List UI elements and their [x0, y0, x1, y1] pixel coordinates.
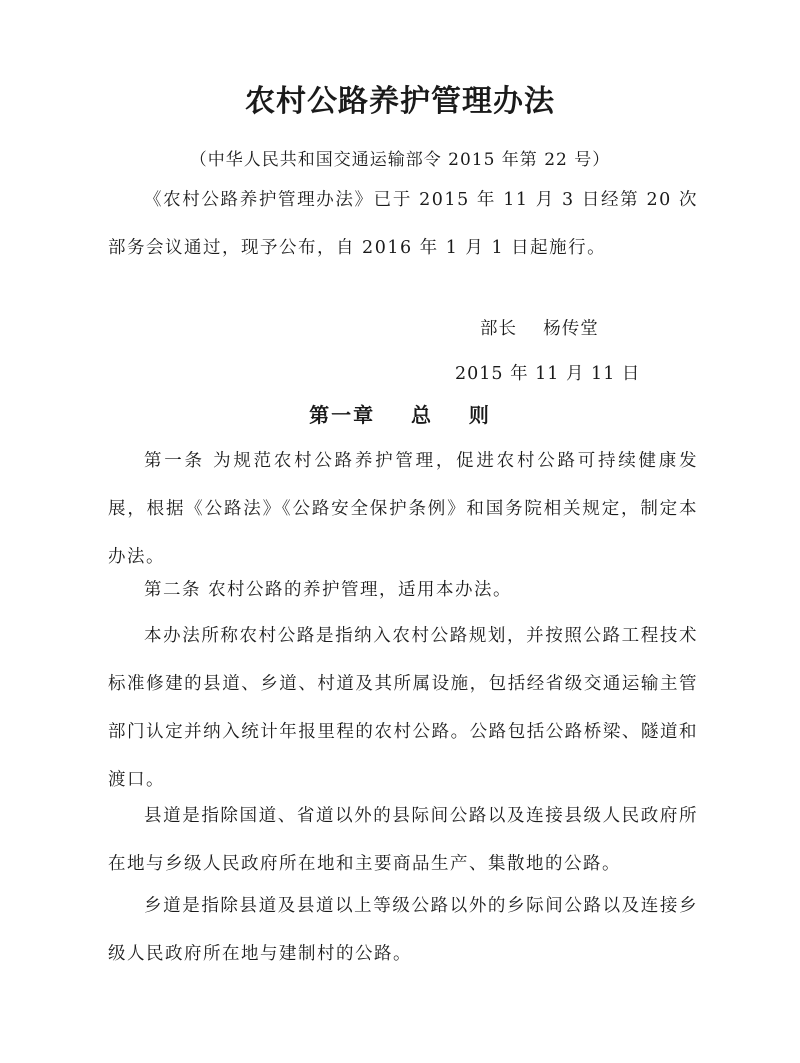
signing-date: 2015 年 11 月 11 日 [455, 364, 641, 384]
article-2-paragraph: 第二条 农村公路的养护管理，适用本办法。 [144, 580, 513, 600]
document-title: 农村公路养护管理办法 [245, 84, 555, 119]
decree-number: （中华人民共和国交通运输部令 2015 年第 22 号） [189, 150, 611, 170]
township-road-definition-paragraph: 乡道是指除县道及县道以上等级公路以外的乡际间公路以及连接乡级人民政府所在地与建制村的公路。 [108, 896, 698, 964]
county-road-definition-paragraph: 县道是指除国道、省道以外的县际间公路以及连接县级人民政府所在地与乡级人民政府所在地和主要商品生产、集散地的公路。 [108, 806, 698, 874]
rural-road-definition-paragraph: 本办法所称农村公路是指纳入农村公路规划，并按照公路工程技术标准修建的县道、乡道、村道及其所属设施，包括经省级交通运输主管部门认定并纳入统计年报里程的农村公路。公路包括公路桥梁、隧道和渡口。 [108, 626, 698, 790]
article-1-paragraph: 第一条 为规范农村公路养护管理，促进农村公路可持续健康发展，根据《公路法》《公路安全保护条例》和国务院相关规定，制定本办法。 [108, 451, 698, 567]
chapter-heading: 第一章 总 则 [309, 403, 491, 427]
promulgation-paragraph: 《农村公路养护管理办法》已于 2015 年 11 月 3 日经第 20 次部务会议通过，现予公布，自 2016 年 1 月 1 日起施行。 [108, 190, 698, 258]
signer-line: 部长 杨传堂 [480, 319, 599, 339]
